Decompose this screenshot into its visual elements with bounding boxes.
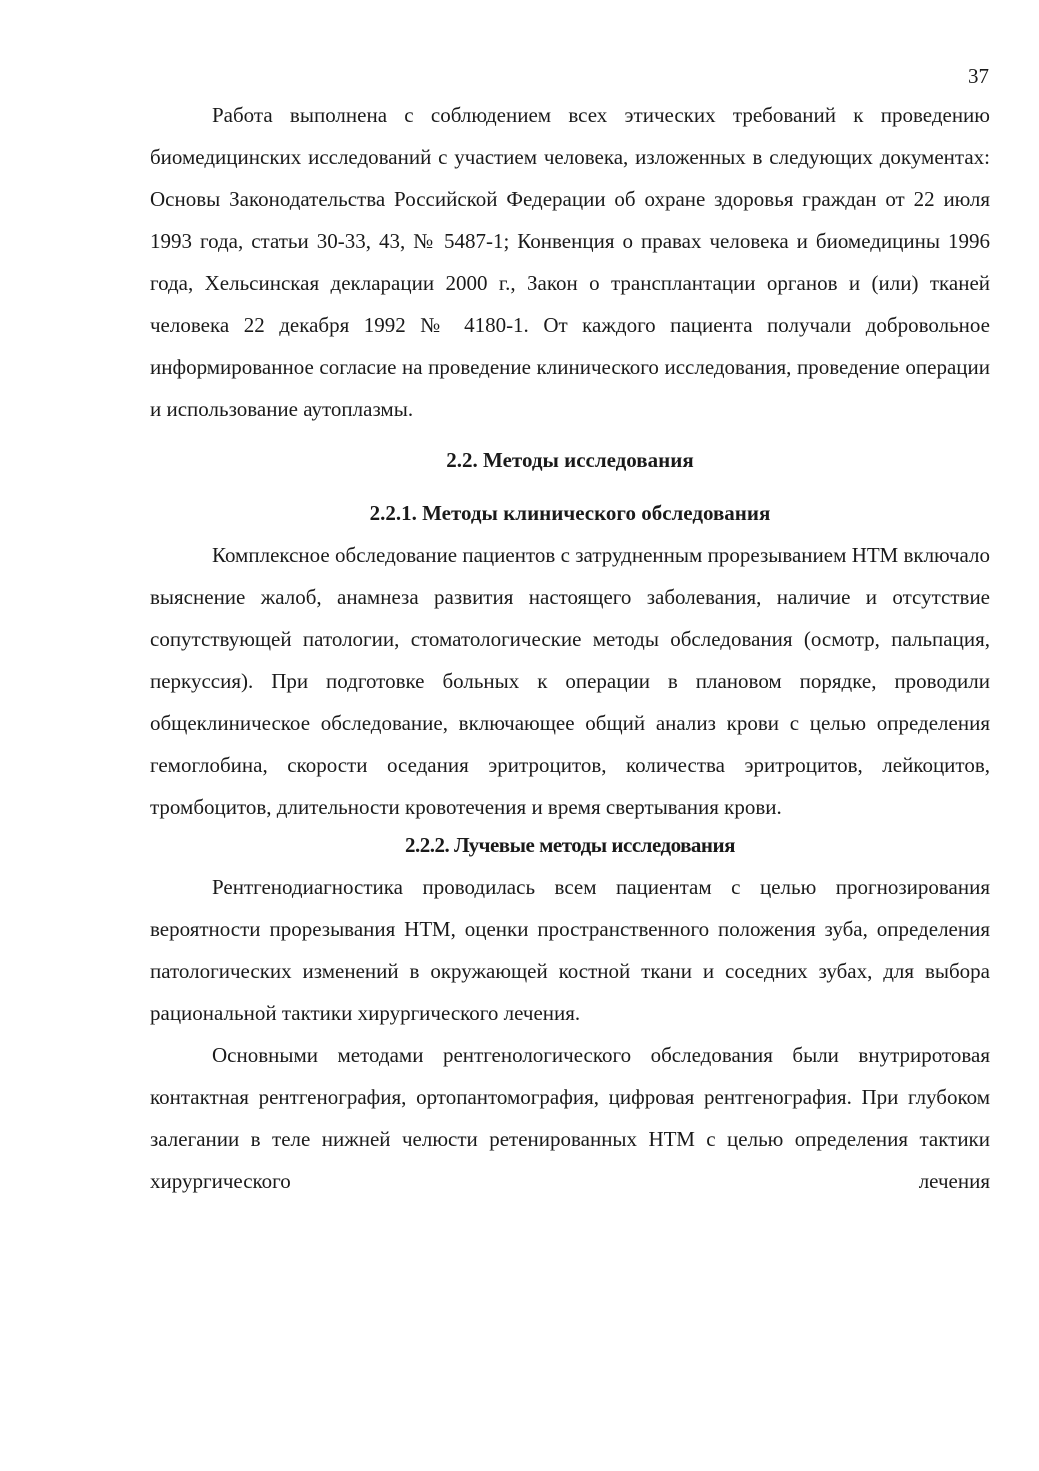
paragraph-ethics: Работа выполнена с соблюдением всех этических требований к проведению биомедицинских исследований с участием человека, изложенных в следующих документах: Основы Законодательства Российской Федерации об охране здоровья граждан от 22 июля 1993 года, статьи 30-33, 43, № 5487-1; Конвенция о правах человека и биомедицины 1996 года, Хельсинская декларации 2000 г., Закон о трансплантации органов и (или) тканей человека 22 декабря 1992 № 4180-1. От каждого пациента получали добровольное информированное согласие на проведение клинического исследования, проведение операции и использование аутоплазмы.	[150, 103, 990, 421]
page-content	[150, 94, 990, 1202]
section-heading-methods: 2.2. Методы исследования	[446, 448, 694, 472]
paragraph-main-methods: Основными методами рентгенологического обследования были внутриротовая контактная рентгенография, ортопантомография, цифровая рентгенография. При глубоком залегании в теле нижней челюсти ретенированных НТМ с целью определения тактики хирургического лечения	[150, 1043, 990, 1193]
subsection-heading-clinical-methods: 2.2.1. Методы клинического обследования	[369, 501, 771, 525]
paragraph-radiodiagnostics: Рентгенодиагностика проводилась всем пациентам с целью прогнозирования вероятности прорезывания НТМ, оценки пространственного положения зуба, определения патологических изменений в окружающей костной ткани и соседних зубах, для выбора рациональной тактики хирургического лечения.	[150, 875, 990, 1025]
paragraph-clinical-examination: Комплексное обследование пациентов с затрудненным прорезыванием НТМ включало выяснение жалоб, анамнеза развития настоящего заболевания, наличие и отсутствие сопутствующей патологии, стоматологические методы обследования (осмотр, пальпация, перкуссия). При подготовке больных к операции в плановом порядке, проводили общеклиническое обследование, включающее общий анализ крови с целью определения гемоглобина, скорости оседания эритроцитов, количества эритроцитов, лейкоцитов, тромбоцитов, длительности кровотечения и время свертывания крови.	[150, 543, 990, 819]
subsection-heading-radiological-methods: 2.2.2. Лучевые методы исследования	[405, 833, 735, 857]
page-number: 37	[968, 64, 989, 88]
